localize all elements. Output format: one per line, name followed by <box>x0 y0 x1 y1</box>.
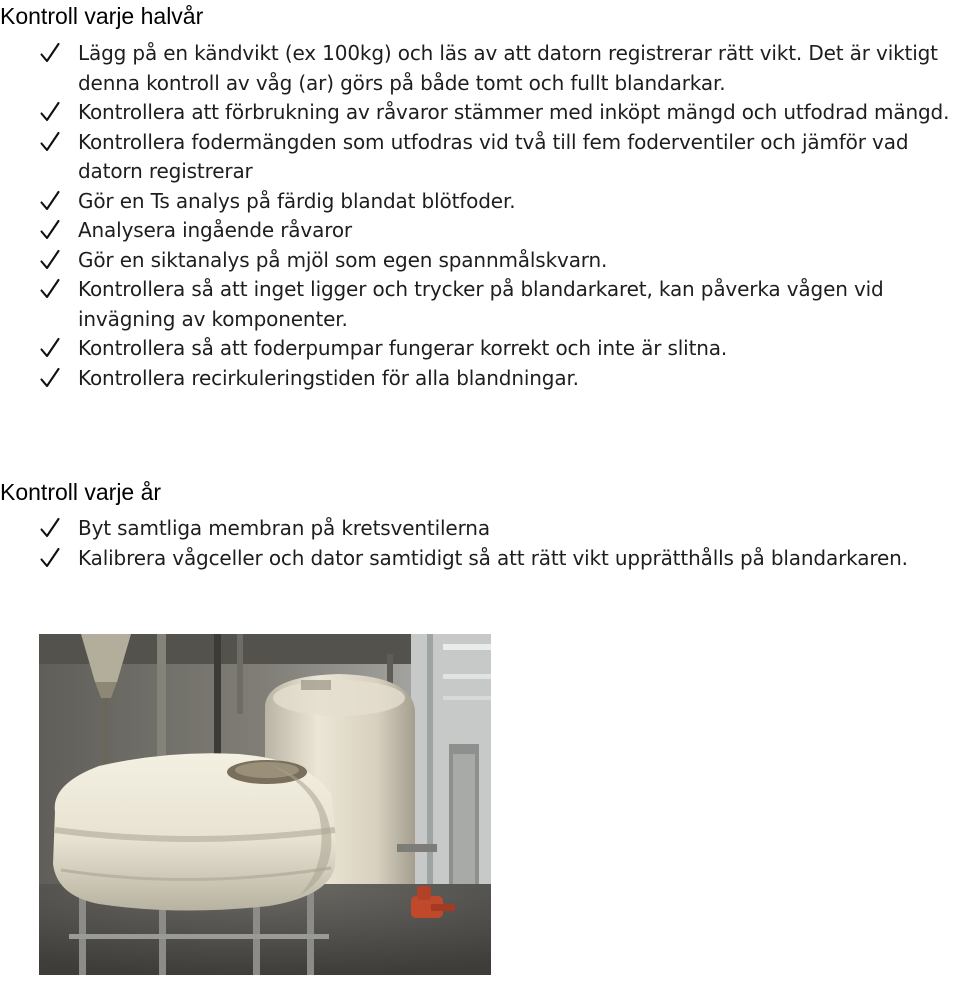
checkmark-icon <box>39 129 61 155</box>
checkmark-icon <box>39 276 61 302</box>
checklist-item-text: Lägg på en kändvikt (ex 100kg) och läs av att datorn registrerar rätt vikt. Det är viktigt denna kontroll av våg (ar) görs på både tomt och fullt blandarkar. <box>78 41 938 95</box>
checklist-item-text: Gör en Ts analys på färdig blandat blötfoder. <box>78 188 516 213</box>
section-title-year: Kontroll varje år <box>0 479 162 505</box>
checklist-item <box>0 544 960 574</box>
section-title-half-year: Kontroll varje halvår <box>0 3 204 29</box>
mixing-tanks-photo <box>39 634 491 975</box>
checklist-item-text: Kontrollera att förbrukning av råvaror stämmer med inköpt mängd och utfodrad mängd. <box>78 100 950 124</box>
checklist-item <box>0 128 960 187</box>
checklist-year <box>0 514 960 573</box>
checklist-item-text: Kontrollera så att inget ligger och trycker på blandarkaret, kan påverka vågen vid invägning av komponenter. <box>78 277 884 331</box>
checklist-item-text: Gör en siktanalys på mjöl som egen spannmålskvarn. <box>78 247 608 272</box>
checkmark-icon <box>39 515 61 541</box>
checklist-item <box>0 514 960 544</box>
checkmark-icon <box>39 217 61 243</box>
checklist-item <box>0 246 960 276</box>
checklist-item <box>0 39 960 98</box>
checklist-item-text: Kalibrera vågceller och dator samtidigt så att rätt vikt upprätthålls på blandarkaren. <box>78 545 908 570</box>
checklist-item <box>0 364 960 394</box>
checklist-item-text: Byt samtliga membran på kretsventilerna <box>78 516 490 540</box>
checkmark-icon <box>39 545 61 571</box>
checklist-item-text: Kontrollera fodermängden som utfodras vid två till fem foderventiler och jämför vad datorn registrerar <box>78 129 909 183</box>
checklist-item-text: Kontrollera recirkuleringstiden för alla blandningar. <box>78 365 579 390</box>
checklist-item-text: Analysera ingående råvaror <box>78 218 353 242</box>
checklist-item <box>0 275 960 334</box>
checklist-item-text: Kontrollera så att foderpumpar fungerar korrekt och inte är slitna. <box>78 336 728 360</box>
checklist-item <box>0 334 960 364</box>
checklist-item <box>0 216 960 246</box>
checkmark-icon <box>39 99 61 125</box>
checkmark-icon <box>39 188 61 214</box>
checkmark-icon <box>39 365 61 391</box>
checklist-item <box>0 98 960 128</box>
checklist-item <box>0 187 960 217</box>
checkmark-icon <box>39 335 61 361</box>
checkmark-icon <box>39 247 61 273</box>
checkmark-icon <box>39 40 61 66</box>
checklist-half-year <box>0 39 960 393</box>
